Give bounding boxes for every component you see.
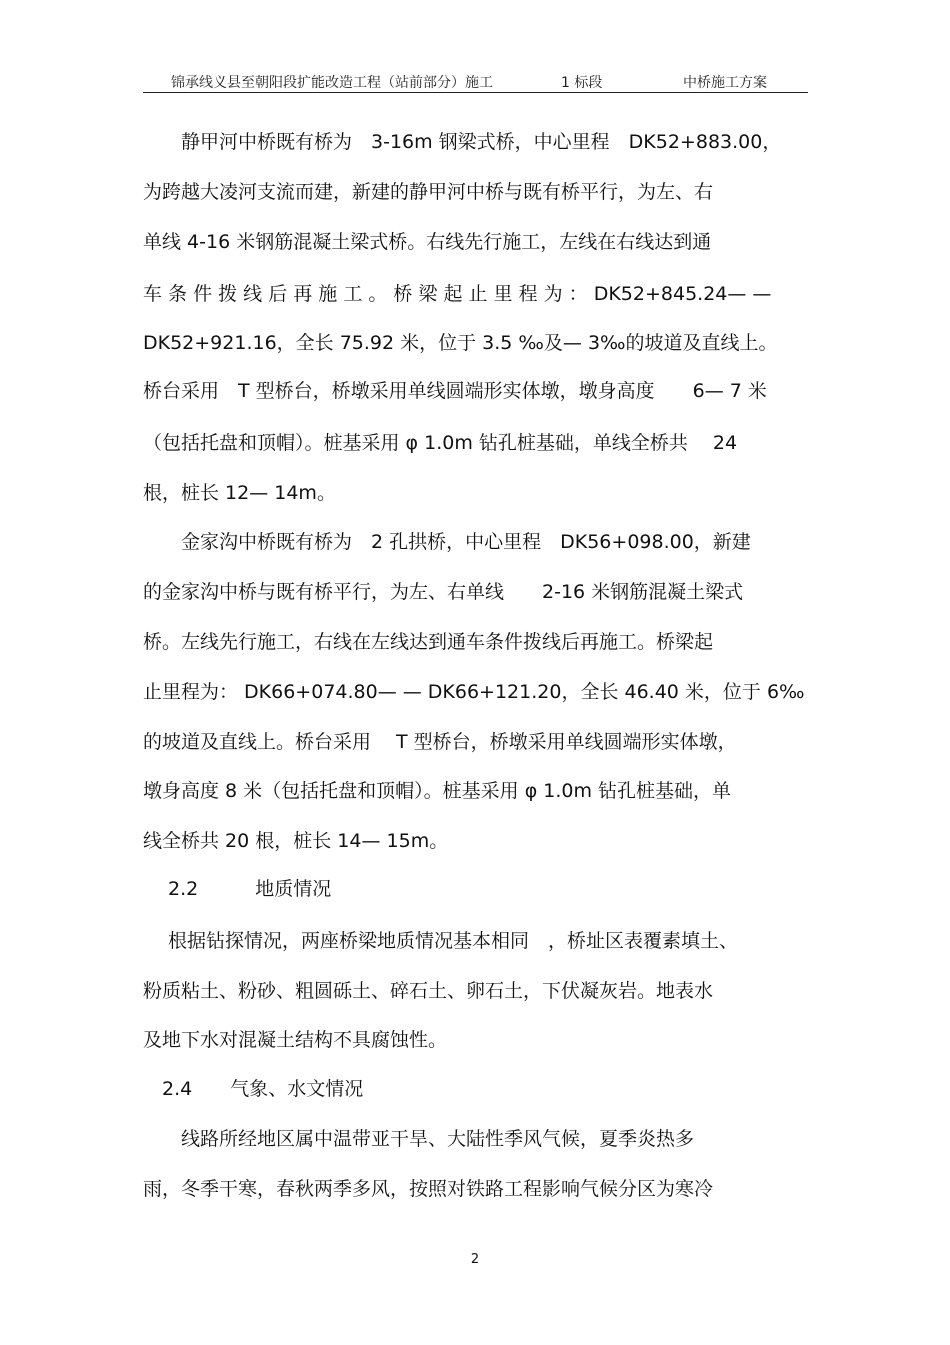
section-heading: 2.4 气象、水文情况 (143, 1078, 364, 1100)
text-line: （包括托盘和顶帽）。桩基采用 φ 1.0m 钻孔桩基础，单线全桥共 24 (143, 432, 738, 454)
text-line: 车 条 件 拨 线 后 再 施 工 。 桥 梁 起 止 里 程 为 ： DK52+845.24— — (143, 283, 772, 305)
section-heading: 2.2 地质情况 (143, 878, 332, 900)
text-line: 根据钻探情况，两座桥梁地质情况基本相同 ，桥址区表覆素填土、 (143, 930, 739, 952)
text-line: 静甲河中桥既有桥为 3-16m 钢梁式桥，中心里程 DK52+883.00， (143, 131, 782, 153)
text-line: 金家沟中桥既有桥为 2 孔拱桥，中心里程 DK56+098.00，新建 (143, 531, 751, 553)
text-line: 单线 4-16 米钢筋混凝土梁式桥。右线先行施工，左线在右线达到通 (143, 231, 712, 253)
header-doc-title: 中桥施工方案 (683, 75, 767, 91)
header-section: 1 标段 (561, 75, 603, 91)
text-line: 粉质粘土、粉砂、粗圆砾土、碎石土、卵石土，下伏凝灰岩。地表水 (143, 980, 714, 1002)
text-line: 止里程为： DK66+074.80— — DK66+121.20，全长 46.40 米，位于 6‰ (143, 681, 805, 703)
text-line: 墩身高度 8 米（包括托盘和顶帽）。桩基采用 φ 1.0m 钻孔桩基础，单 (143, 780, 732, 802)
text-line: 根，桩长 12— 14m。 (143, 482, 336, 504)
text-line: 为跨越大凌河支流而建，新建的静甲河中桥与既有桥平行，为左、右 (143, 181, 714, 203)
header-project: 锦承线义县至朝阳段扩能改造工程（站前部分）施工 (171, 75, 493, 91)
text-line: DK52+921.16，全长 75.92 米，位于 3.5 ‰及— 3‰的坡道及直线上。 (143, 332, 778, 354)
text-line: 的坡道及直线上。桥台采用 T 型桥台，桥墩采用单线圆端形实体墩， (143, 731, 737, 753)
page-header (143, 66, 808, 93)
text-line: 线全桥共 20 根，桩长 14— 15m。 (143, 830, 449, 852)
page-number: 2 (470, 1252, 480, 1267)
text-line: 桥。左线先行施工，右线在左线达到通车条件拨线后再施工。桥梁起 (143, 631, 714, 653)
text-line: 雨，冬季干寒，春秋两季多风，按照对铁路工程影响气候分区为寒冷 (143, 1178, 714, 1200)
text-line: 及地下水对混凝土结构不具腐蚀性。 (143, 1029, 448, 1051)
text-line: 线路所经地区属中温带亚干旱、大陆性季风气候，夏季炎热多 (143, 1128, 695, 1150)
text-line: 的金家沟中桥与既有桥平行，为左、右单线 2-16 米钢筋混凝土梁式 (143, 581, 744, 603)
text-line: 桥台采用 T 型桥台，桥墩采用单线圆端形实体墩，墩身高度 6— 7 米 (143, 380, 767, 402)
